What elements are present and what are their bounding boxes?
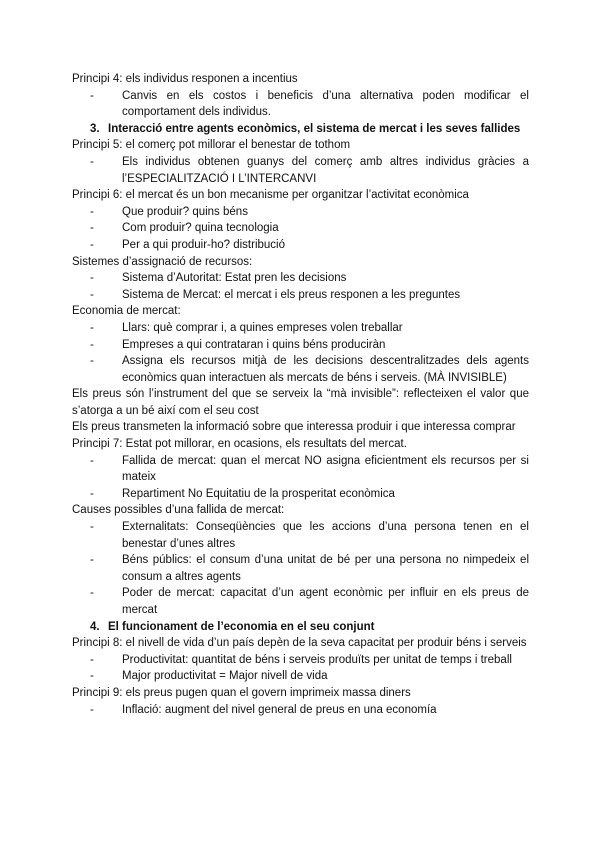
list-item-text: Inflació: augment del nivel general de preus en una economía [122,703,437,716]
section-heading [72,619,529,636]
list-item-text: Fallida de mercat: quan el mercat NO asigna eficientment els recursos per si mateix [122,454,529,484]
list-item [72,652,529,669]
list-item-text: Llars: què comprar i, a quines empreses volen treballar [122,321,403,334]
bullet-dash: - [90,454,94,467]
list-item [72,552,529,585]
bullet-dash: - [90,321,94,334]
paragraph: Principi 8: el nivell de vida d’un país depèn de la seva capacitat per produir béns i serveis [72,637,527,650]
list-item [72,204,529,221]
bullet-dash: - [90,288,94,301]
bullet-dash: - [90,355,94,368]
bullet-dash: - [90,238,94,251]
section-heading [72,121,529,138]
bullet-dash: - [90,587,94,600]
list-item [72,486,529,503]
bullet-dash: - [90,272,94,285]
paragraph: Els preus transmeten la informació sobre que interessa produir i que interessa comprar [72,421,516,434]
paragraph: Economia de mercat: [72,305,181,318]
list-item [72,453,529,486]
list-item-text: Els individus obtenen guanys del comerç amb altres individus gràcies a l’ESPECIALITZACIÓ I L’INTERCANVI [122,155,529,185]
list-item [72,320,529,337]
section-title: El funcionament de l’economia en el seu conjunt [108,620,375,633]
list-item [72,585,529,618]
list-item [72,287,529,304]
list-item-text: Repartiment No Equitatiu de la prosperitat econòmica [122,487,395,500]
list-item-text: Major productivitat = Major nivell de vida [122,670,328,683]
list-item [72,270,529,287]
list-item-text: Externalitats: Conseqüències que les accions d’una persona tenen en el benestar d’unes altres [122,521,529,550]
bullet-dash: - [90,521,94,534]
paragraph: Principi 4: els individus responen a incentius [72,73,298,85]
bullet-dash: - [90,554,94,567]
bullet-dash: - [90,703,94,716]
list-item-text: Sistema de Mercat: el mercat i els preus responen a les preguntes [122,288,461,301]
list-item-text: Poder de mercat: capacitat d’un agent econòmic per influir en els preus de mercat [122,587,529,616]
paragraph: Principi 5: el comerç pot millorar el benestar de tothom [72,139,351,152]
bullet-dash: - [90,487,94,500]
list-item [72,154,529,187]
paragraph: Sistemes d’assignació de recursos: [72,255,253,268]
paragraph: Els preus són l’instrument del que se serveix la “mà invisible”: reflecteixen el valor que s’atorga a un bé així com el seu cost [72,388,529,417]
document-page [72,71,529,718]
list-item [72,220,529,237]
bullet-dash: - [90,205,94,218]
paragraph: Causes possibles d’una fallida de mercat: [72,504,285,517]
bullet-dash: - [90,653,94,666]
bullet-dash: - [90,89,94,102]
bullet-dash: - [90,155,94,168]
list-item [72,702,529,719]
list-item-text: Per a qui produir-ho? distribució [122,238,286,251]
list-item [72,668,529,685]
paragraph: Principi 7: Estat pot millorar, en ocasions, els resultats del mercat. [72,438,407,451]
list-item [72,519,529,552]
section-number: 3. [90,122,100,135]
list-item [72,88,529,121]
bullet-dash: - [90,670,94,683]
list-item-text: Que produir? quins béns [122,205,248,218]
list-item-text: Com produir? quina tecnologia [122,222,279,235]
bullet-dash: - [90,338,94,351]
list-item [72,337,529,354]
list-item-text: Empreses a qui contrataran i quins béns produciràn [122,338,386,351]
list-item-text: Productivitat: quantitat de béns i serveis produïts per unitat de temps i treball [122,653,512,666]
bullet-dash: - [90,222,94,235]
paragraph: Principi 9: els preus pugen quan el govern imprimeix massa diners [72,686,411,699]
section-title: Interacció entre agents econòmics, el sistema de mercat i les seves fallides [108,122,521,135]
list-item-text: Assigna els recursos mitjà de les decisions descentralitzades dels agents econòmics quan interactuen als mercats de béns i serveis. (MÀ INVISIBLE) [122,355,529,384]
list-item-text: Canvis en els costos i beneficis d’una alternativa poden modificar el comportament dels individus. [122,89,529,119]
list-item [72,237,529,254]
list-item-text: Béns públics: el consum d’una unitat de bé per una persona no nimpedeix el consum a altres agents [122,554,529,583]
list-item [72,353,529,386]
list-item-text: Sistema d’Autoritat: Estat pren les decisions [122,272,347,285]
paragraph: Principi 6: el mercat és un bon mecanisme per organitzar l’activitat econòmica [72,189,469,202]
section-number: 4. [90,620,100,633]
